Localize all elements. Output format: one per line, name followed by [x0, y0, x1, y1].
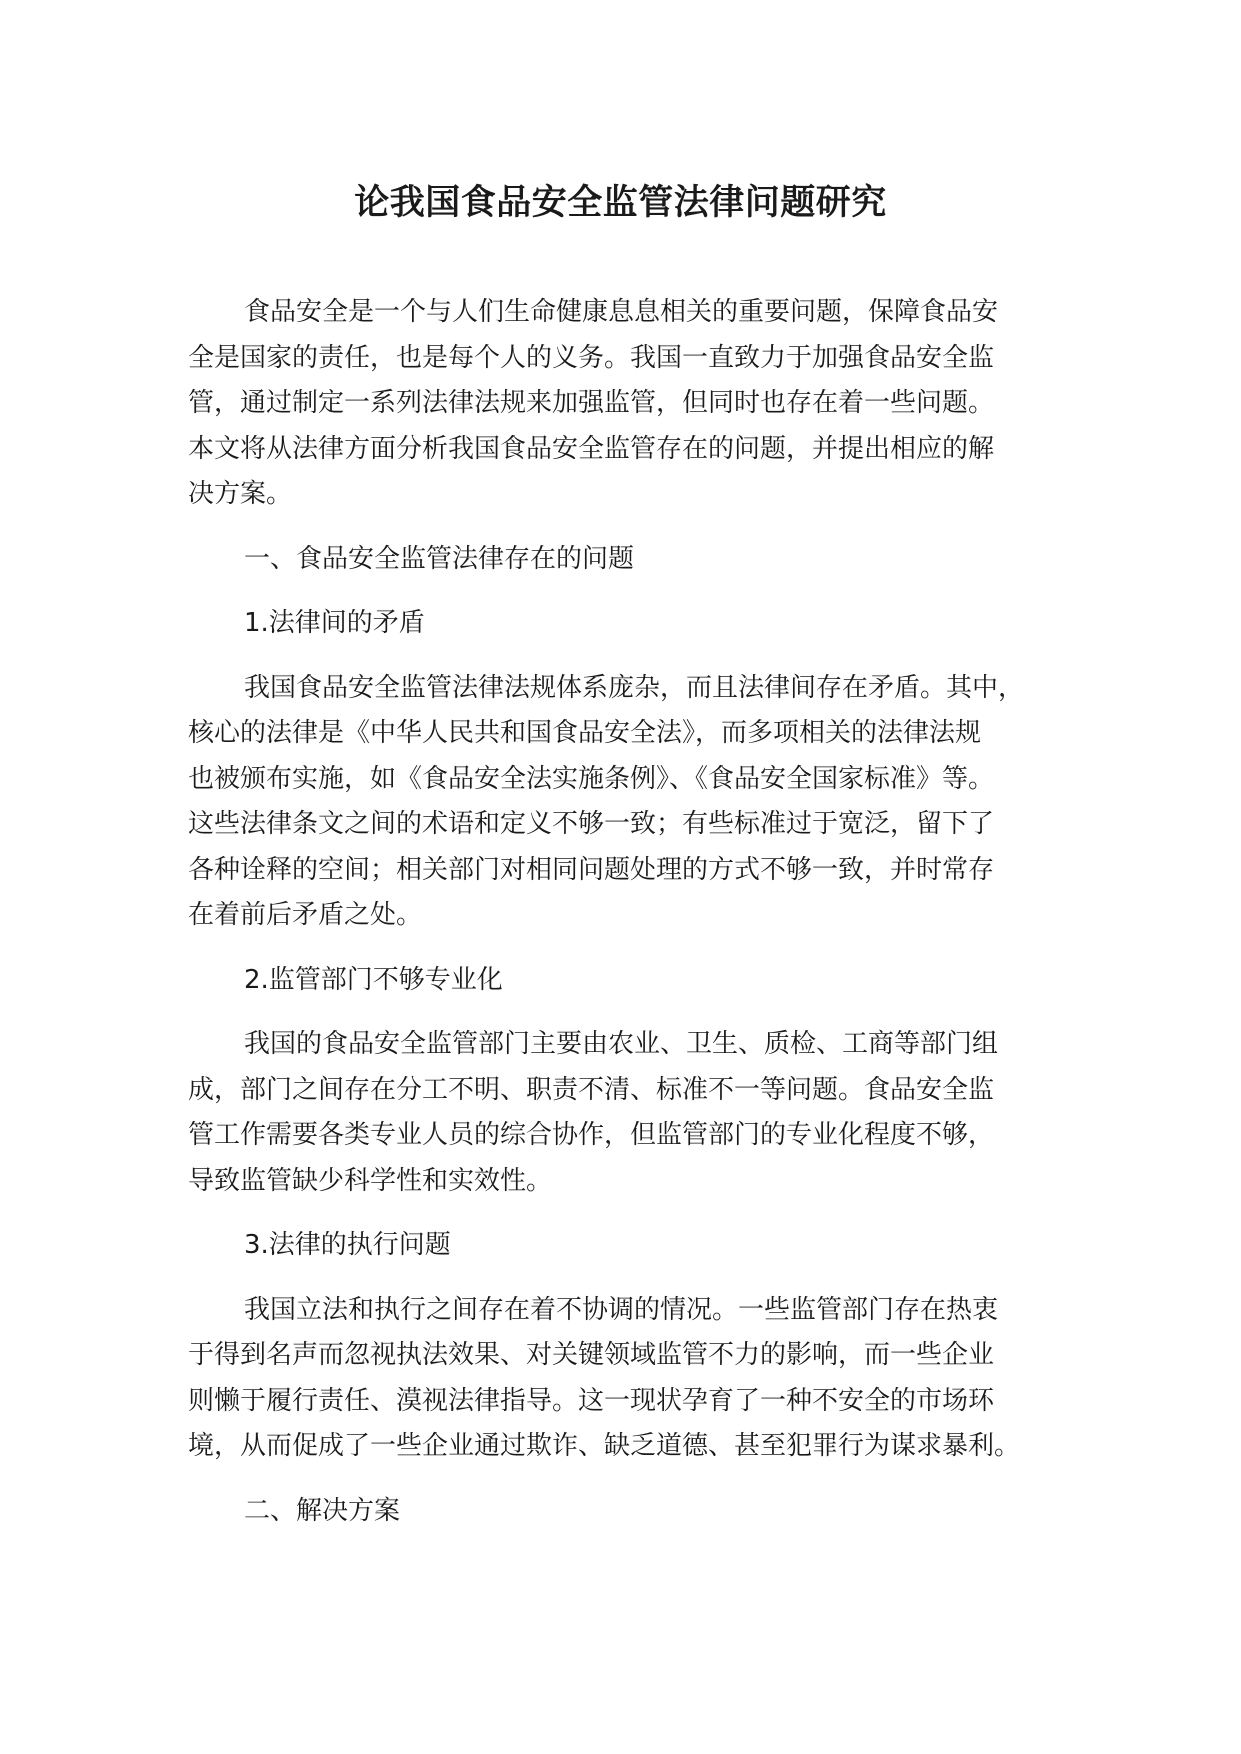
paragraph-line: 境，从而促成了一些企业通过欺诈、缺乏道德、甚至犯罪行为谋求暴利。	[188, 1431, 1021, 1461]
paragraph-line: 我国立法和执行之间存在着不协调的情况。一些监管部门存在热衷	[244, 1294, 999, 1325]
intro-line: 食品安全是一个与人们生命健康息息相关的重要问题，保障食品安	[244, 297, 999, 327]
intro-line: 决方案。	[188, 479, 293, 509]
paragraph-line: 也被颁布实施，如《食品安全法实施条例》、《食品安全国家标准》等。	[188, 763, 995, 794]
paragraph-line: 在着前后矛盾之处。	[188, 900, 423, 930]
paragraph-line: 我国的食品安全监管部门主要由农业、卫生、质检、工商等部门组	[244, 1029, 999, 1059]
intro-paragraph	[188, 290, 1093, 518]
paragraph-line: 核心的法律是《中华人民共和国食品安全法》，而多项相关的法律法规	[188, 718, 982, 748]
intro-line: 管，通过制定一系列法律法规来加强监管，但同时也存在着一些问题。	[188, 388, 995, 418]
document-body	[188, 290, 1093, 1553]
paragraph-line: 导致监管缺少科学性和实效性。	[188, 1165, 553, 1196]
enforcement-paragraph	[188, 1288, 1093, 1470]
paragraph-line: 这些法律条文之间的术语和定义不够一致；有些标准过于宽泛，留下了	[188, 809, 995, 839]
paragraph-line: 各种诠释的空间；相关部门对相同问题处理的方式不够一致，并时常存	[188, 854, 995, 885]
specialization-paragraph	[188, 1022, 1093, 1204]
subsection-heading-specialization: 2.监管部门不够专业化	[244, 964, 503, 995]
paragraph-line: 管工作需要各类专业人员的综合协作，但监管部门的专业化程度不够，	[188, 1120, 995, 1150]
document-title: 论我国食品安全监管法律问题研究	[354, 183, 887, 223]
paragraph-line: 我国食品安全监管法律法规体系庞杂，而且法律间存在矛盾。其中，	[244, 672, 1025, 703]
subsection-heading-enforcement: 3.法律的执行问题	[244, 1230, 451, 1260]
intro-line: 本文将从法律方面分析我国食品安全监管存在的问题，并提出相应的解	[188, 433, 995, 464]
paragraph-line: 则懒于履行责任、漠视法律指导。这一现状孕育了一种不安全的市场环	[188, 1385, 995, 1416]
section-heading-problems: 一、食品安全监管法律存在的问题	[244, 543, 635, 574]
subsection-heading-contradictions: 1.法律间的矛盾	[244, 608, 425, 638]
intro-line: 全是国家的责任，也是每个人的义务。我国一直致力于加强食品安全监	[188, 342, 995, 373]
contradictions-paragraph	[188, 666, 1093, 939]
section-heading-solutions: 二、解决方案	[244, 1495, 401, 1526]
paragraph-line: 成，部门之间存在分工不明、职责不清、标准不一等问题。食品安全监	[188, 1074, 995, 1105]
paragraph-line: 于得到名声而忽视执法效果、对关键领域监管不力的影响，而一些企业	[188, 1340, 995, 1370]
